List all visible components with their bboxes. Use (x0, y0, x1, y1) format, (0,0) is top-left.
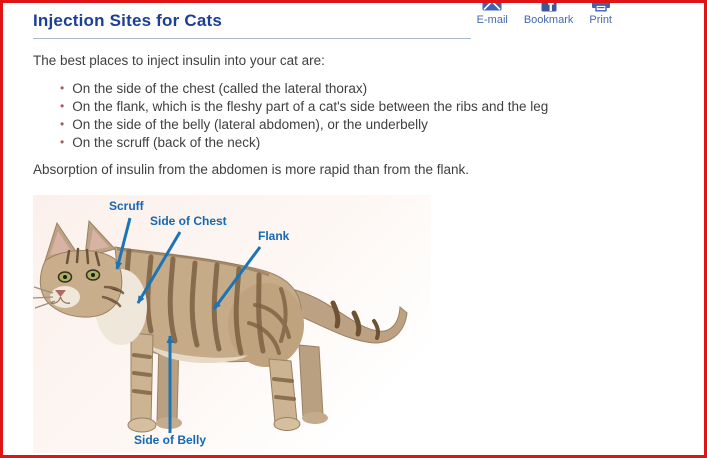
cat-illustration (33, 195, 431, 453)
cat-figure (33, 195, 431, 453)
injection-sites-list (60, 80, 704, 152)
list-item: • On the flank, which is the fleshy part of a cat's side between the ribs and the leg (60, 98, 704, 116)
bookmark-button[interactable] (524, 3, 574, 26)
header (33, 11, 674, 39)
action-bar (477, 3, 612, 26)
list-item: • On the side of the chest (called the lateral thorax) (60, 80, 704, 98)
absorption-note: Absorption of insulin from the abdomen is more rapid than from the flank. (33, 162, 469, 177)
page-title: Injection Sites for Cats (33, 11, 223, 30)
figure-label-scruff: Scruff (109, 199, 144, 213)
cat-head (33, 221, 123, 317)
intro-text: The best places to inject insulin into your cat are: (33, 53, 325, 68)
facebook-icon (541, 0, 557, 12)
title-underline (33, 11, 471, 39)
email-label: E-mail (476, 14, 508, 26)
print-label: Print (589, 14, 612, 26)
figure-label-side-of-belly: Side of Belly (134, 433, 207, 447)
figure-label-side-of-chest: Side of Chest (150, 214, 227, 228)
figure-label-flank: Flank (258, 229, 290, 243)
email-button[interactable] (477, 3, 508, 26)
envelope-icon (482, 0, 502, 12)
list-item: • On the scruff (back of the neck) (60, 134, 704, 152)
print-button[interactable] (589, 3, 612, 26)
bookmark-label: Bookmark (523, 14, 574, 26)
printer-icon (591, 0, 611, 12)
list-item: • On the side of the belly (lateral abdomen), or the underbelly (60, 116, 704, 134)
